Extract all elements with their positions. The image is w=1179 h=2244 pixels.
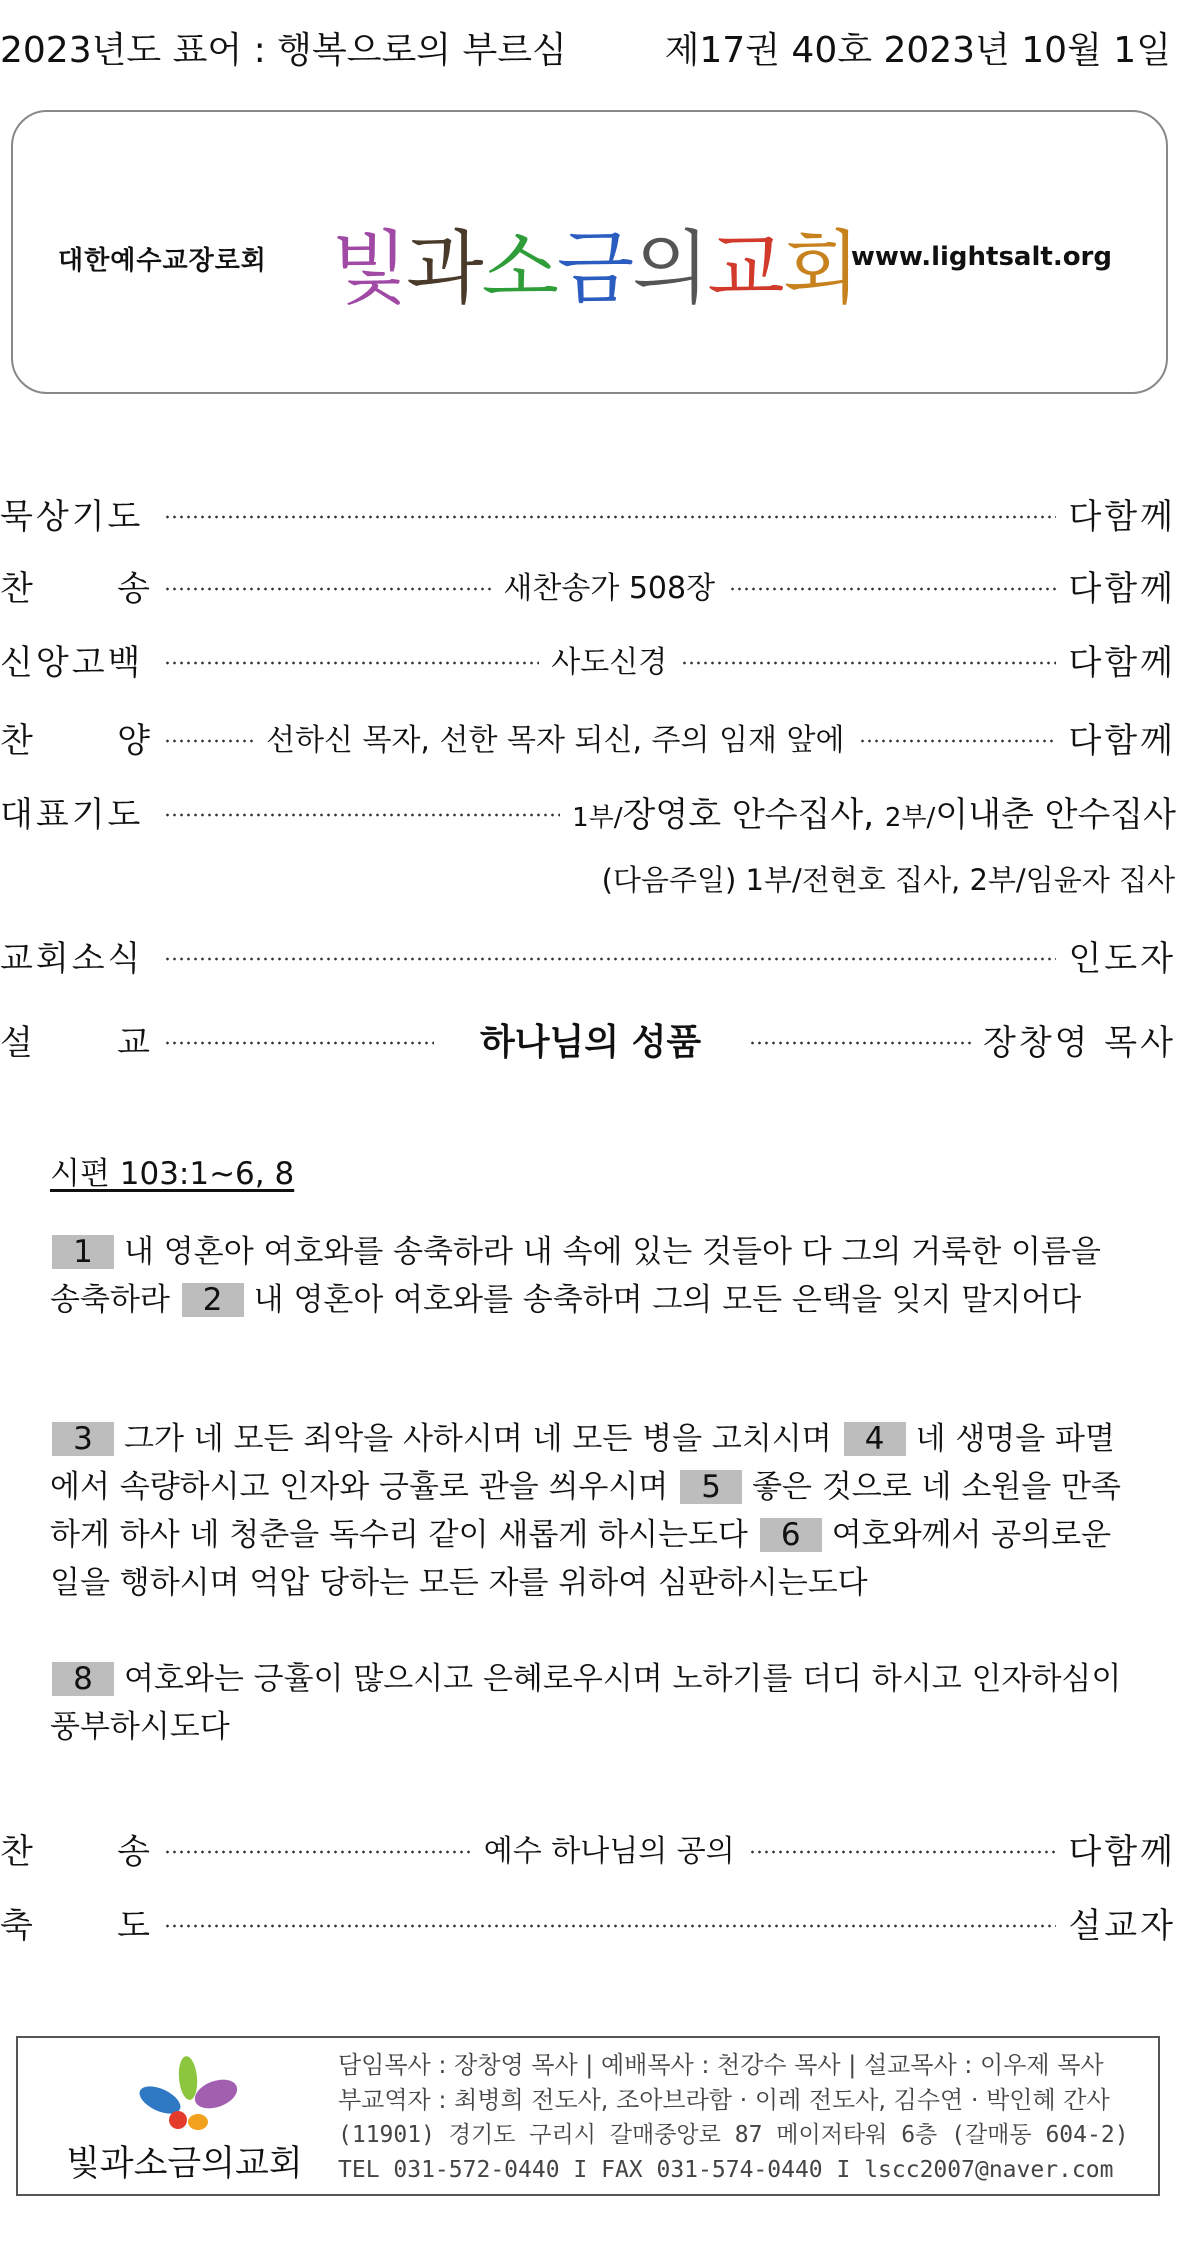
order-detail: 선하신 목자, 선한 목자 되신, 주의 임재 앞에 <box>266 723 845 758</box>
scripture-paragraph <box>50 1415 1130 1607</box>
denomination-label: 대한예수교장로회 <box>58 246 267 276</box>
order-leader: 장창영 목사 <box>982 1022 1176 1063</box>
order-row-representative-prayer <box>0 788 1176 834</box>
leader-dots <box>164 1850 472 1854</box>
assistants-line: 부교역자 : 최병희 전도사, 조아브라함 · 이레 전도사, 김수연 · 박인혜 간사 <box>338 2086 1110 2114</box>
verse-number: 3 <box>52 1422 114 1456</box>
footer-logo <box>48 2050 308 2190</box>
prayer-leaders: 1부/장영호 안수집사, 2부/이내춘 안수집사 <box>572 794 1176 835</box>
verse-text: 내 영혼아 여호와를 송축하라 내 속에 있는 것들아 다 그의 거룩한 이름을 송축하라 <box>50 1234 1101 1318</box>
order-row-creed <box>0 636 1176 682</box>
order-detail: 사도신경 <box>551 645 668 680</box>
verse-number: 4 <box>844 1422 906 1456</box>
verse-text: 네 생명을 파멸에서 속량하시고 인자와 긍휼로 관을 씌우시며 <box>50 1421 1115 1505</box>
leader-dots <box>164 587 491 591</box>
leader-dots <box>749 1850 1057 1854</box>
church-banner <box>11 110 1168 394</box>
scripture-paragraph <box>50 1655 1130 1751</box>
order-leader: 다함께 <box>1068 496 1176 537</box>
leader-dots <box>164 813 560 817</box>
order-leader: 설교자 <box>1068 1905 1176 1946</box>
verse-number: 2 <box>182 1283 244 1317</box>
next-week-prayer: (다음주일) 1부/전현호 집사, 2부/임윤자 집사 <box>601 863 1175 897</box>
order-leader: 인도자 <box>1068 938 1176 979</box>
flower-logo-icon <box>136 2054 246 2134</box>
leader-dots <box>164 1041 434 1045</box>
order-label: 교회소식 <box>0 938 144 979</box>
footer-church-name: 빛과소금의교회 <box>66 2144 303 2184</box>
church-logo: 빛과소금의교회 <box>331 222 858 315</box>
order-label: 찬 송 <box>0 1831 150 1872</box>
order-label: 설 교 <box>0 1022 150 1063</box>
leader-dots <box>164 1924 1056 1928</box>
order-label: 축 도 <box>0 1905 150 1946</box>
leader-dots <box>164 515 1056 519</box>
scripture-reference: 시편 103:1~6, 8 <box>50 1156 295 1192</box>
verse-number: 1 <box>52 1235 114 1269</box>
verse-number: 5 <box>680 1470 742 1504</box>
order-leader: 다함께 <box>1068 1831 1176 1872</box>
order-label: 대표기도 <box>0 794 144 835</box>
verse-number: 6 <box>760 1518 822 1552</box>
order-row-closing-hymn <box>0 1825 1176 1871</box>
order-row-praise <box>0 714 1176 760</box>
address-line: (11901) 경기도 구리시 갈매중앙로 87 메이저타워 6층 (갈매동 604-2) <box>338 2122 1129 2148</box>
order-row-hymn <box>0 562 1176 608</box>
order-label: 묵상기도 <box>0 496 144 537</box>
issue-info: 제17권 40호 2023년 10월 1일 <box>664 30 1171 71</box>
verse-text: 여호와는 긍휼이 많으시고 은혜로우시며 노하기를 더디 하시고 인자하심이 풍부하시도다 <box>50 1661 1122 1745</box>
order-label: 신앙고백 <box>0 642 144 683</box>
order-detail: 새찬송가 508장 <box>503 571 716 606</box>
order-leader: 다함께 <box>1068 720 1176 761</box>
verse-text: 좋은 것으로 네 소원을 만족하게 하사 네 청춘을 독수리 같이 새롭게 하시는도다 <box>50 1469 1121 1553</box>
website-link[interactable]: www.lightsalt.org <box>850 242 1112 272</box>
order-row-sermon <box>0 1016 1176 1062</box>
contact-line: TEL 031-572-0440 I FAX 031-574-0440 I lscc2007@naver.com <box>338 2157 1114 2183</box>
footer-info <box>338 2048 1129 2188</box>
verse-number: 8 <box>52 1662 114 1696</box>
annual-motto: 2023년도 표어 : 행복으로의 부르심 <box>0 30 567 71</box>
sermon-title: 하나님의 성품 <box>480 1021 702 1063</box>
leader-dots <box>164 739 254 743</box>
leader-dots <box>749 1041 971 1045</box>
order-leader: 다함께 <box>1068 568 1176 609</box>
leader-dots <box>729 587 1056 591</box>
order-label: 찬 송 <box>0 568 150 609</box>
church-footer <box>16 2036 1160 2196</box>
order-row-silent-prayer <box>0 490 1176 536</box>
order-leader: 다함께 <box>1068 642 1176 683</box>
scripture-paragraph <box>50 1228 1130 1324</box>
leader-dots <box>164 957 1056 961</box>
order-label: 찬 양 <box>0 720 150 761</box>
order-detail: 예수 하나님의 공의 <box>483 1834 735 1869</box>
order-row-announcements <box>0 932 1176 978</box>
order-row-benediction <box>0 1899 1176 1945</box>
leader-dots <box>859 739 1057 743</box>
verse-text: 그가 네 모든 죄악을 사하시며 네 모든 병을 고치시며 <box>124 1421 832 1457</box>
staff-line: 담임목사 : 장창영 목사 | 예배목사 : 천강수 목사 | 설교목사 : 이우제 목사 <box>338 2051 1104 2079</box>
verse-text: 내 영혼아 여호와를 송축하며 그의 모든 은택을 잊지 말지어다 <box>253 1282 1082 1318</box>
leader-dots <box>164 661 539 665</box>
verse-text: 여호와께서 공의로운 일을 행하시며 억압 당하는 모든 자를 위하여 심판하시는도다 <box>50 1517 1112 1601</box>
leader-dots <box>681 661 1056 665</box>
